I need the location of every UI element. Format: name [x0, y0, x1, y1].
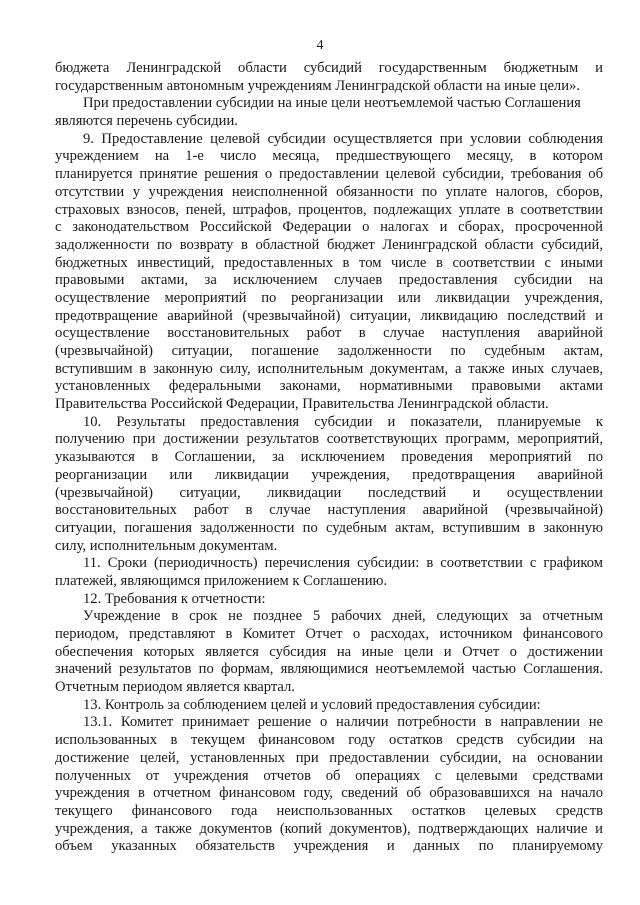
text-line: Отчетным периодом является квартал.	[55, 679, 295, 696]
text-line: использованных в текущем финансовом году остатков средств субсидии на	[55, 732, 603, 749]
text-line: осуществление восстановительных работ в случае наступления аварийной	[55, 325, 603, 342]
page-number: 4	[316, 38, 324, 53]
text-line: При предоставлении субсидии на иные цели неотъемлемой частью Соглашения	[83, 95, 581, 112]
text-line: 13.1. Комитет принимает решение о наличии потребности в направлении не	[83, 714, 603, 731]
text-line: ситуации, погашения задолженности по судебным актам, вступившим в законную	[55, 519, 603, 536]
text-line: учреждением на 1-е число месяца, предшествующего месяцу, в котором	[55, 148, 603, 165]
text-line: страховых взносов, пеней, штрафов, процентов, подлежащих уплате в соответствии	[55, 201, 603, 218]
text-line: с законодательством Российской Федерации о налогах и сборах, просроченной	[55, 219, 603, 236]
text-line: правовыми актами, за исключением случаев предоставления субсидии на	[55, 272, 603, 289]
text-line: объем указанных обязательств учреждения и данных по планируемому	[55, 838, 603, 855]
text-line: полученных от учреждения отчетов об операциях с целевыми средствами	[55, 767, 603, 784]
text-line: достижение целей, установленных при предоставлении субсидии, на основании	[55, 749, 603, 766]
document-body	[55, 60, 603, 856]
text-line: установленных федеральными законами, нормативными правовыми актами	[55, 378, 603, 395]
text-line: (чрезвычайной) ситуации, ликвидации последствий и осуществлении	[55, 484, 603, 501]
text-line: Правительства Российской Федерации, Правительства Ленинградской области.	[55, 396, 549, 413]
text-line: отсутствии у учреждения неисполненной обязанности по уплате налогов, сборов,	[55, 183, 603, 200]
text-line: являются перечень субсидии.	[55, 113, 238, 130]
text-line: бюджета Ленинградской области субсидий государственным бюджетным и	[55, 60, 603, 76]
text-line: текущего финансового года неиспользованных остатков целевых средств	[55, 802, 603, 819]
text-line: государственным автономным учреждениям Ленинградской области на иные цели».	[55, 77, 580, 94]
text-line: учреждения, а также документов (копий документов), подтверждающих наличие и	[55, 820, 603, 837]
text-line: (чрезвычайной) ситуации, погашение задолженности по судебным актам,	[55, 343, 603, 359]
text-line: 9. Предоставление целевой субсидии осуществляется при условии соблюдения	[83, 130, 603, 147]
text-line: обеспечения которых является субсидия на иные цели и Отчет о достижении	[55, 643, 603, 660]
text-line: восстановительных работ в случае наступления аварийной (чрезвычайной)	[55, 502, 603, 519]
text-line: 10. Результаты предоставления субсидии и показатели, планируемые к	[83, 413, 603, 430]
text-line: 12. Требования к отчетности:	[83, 590, 266, 607]
text-line: указываются в Соглашении, за исключением проведения мероприятий по	[55, 449, 603, 466]
text-line: 11. Сроки (периодичность) перечисления субсидии: в соответствии с графиком	[83, 555, 603, 572]
text-line: силу, исполнительным документам.	[55, 537, 278, 554]
text-line: Учреждение в срок не позднее 5 рабочих дней, следующих за отчетным	[83, 608, 603, 625]
text-line: платежей, являющимся приложением к Соглашению.	[55, 572, 388, 589]
text-line: вступившим в законную силу, исполнительным документам, а также иных случаев,	[55, 360, 603, 377]
text-line: значений результатов по формам, являющимися неотъемлемой частью Соглашения.	[55, 661, 603, 678]
text-line: получению при достижении результатов соответствующих программ, мероприятий,	[55, 431, 603, 448]
text-line: предотвращение аварийной (чрезвычайной) ситуации, ликвидацию последствий и	[55, 307, 603, 324]
text-line: бюджетных инвестиций, предоставленных в том числе в соответствии с иными	[55, 254, 603, 271]
text-line: задолженности по возврату в областной бюджет Ленинградской области субсидий,	[55, 236, 603, 253]
text-line: осуществление мероприятий по реорганизации или ликвидации учреждения,	[55, 289, 603, 306]
text-line: планируется принятие решения о предоставлении целевой субсидии, требования об	[55, 166, 603, 183]
text-line: периодом, представляют в Комитет Отчет о расходах, источником финансового	[55, 626, 603, 642]
text-line: реорганизации или ликвидации учреждения, предотвращения аварийной	[55, 466, 603, 483]
text-line: 13. Контроль за соблюдением целей и условий предоставления субсидии:	[83, 696, 541, 713]
text-line: учреждения в отчетном финансовом году, сведений об образовавшихся на начало	[55, 785, 603, 802]
